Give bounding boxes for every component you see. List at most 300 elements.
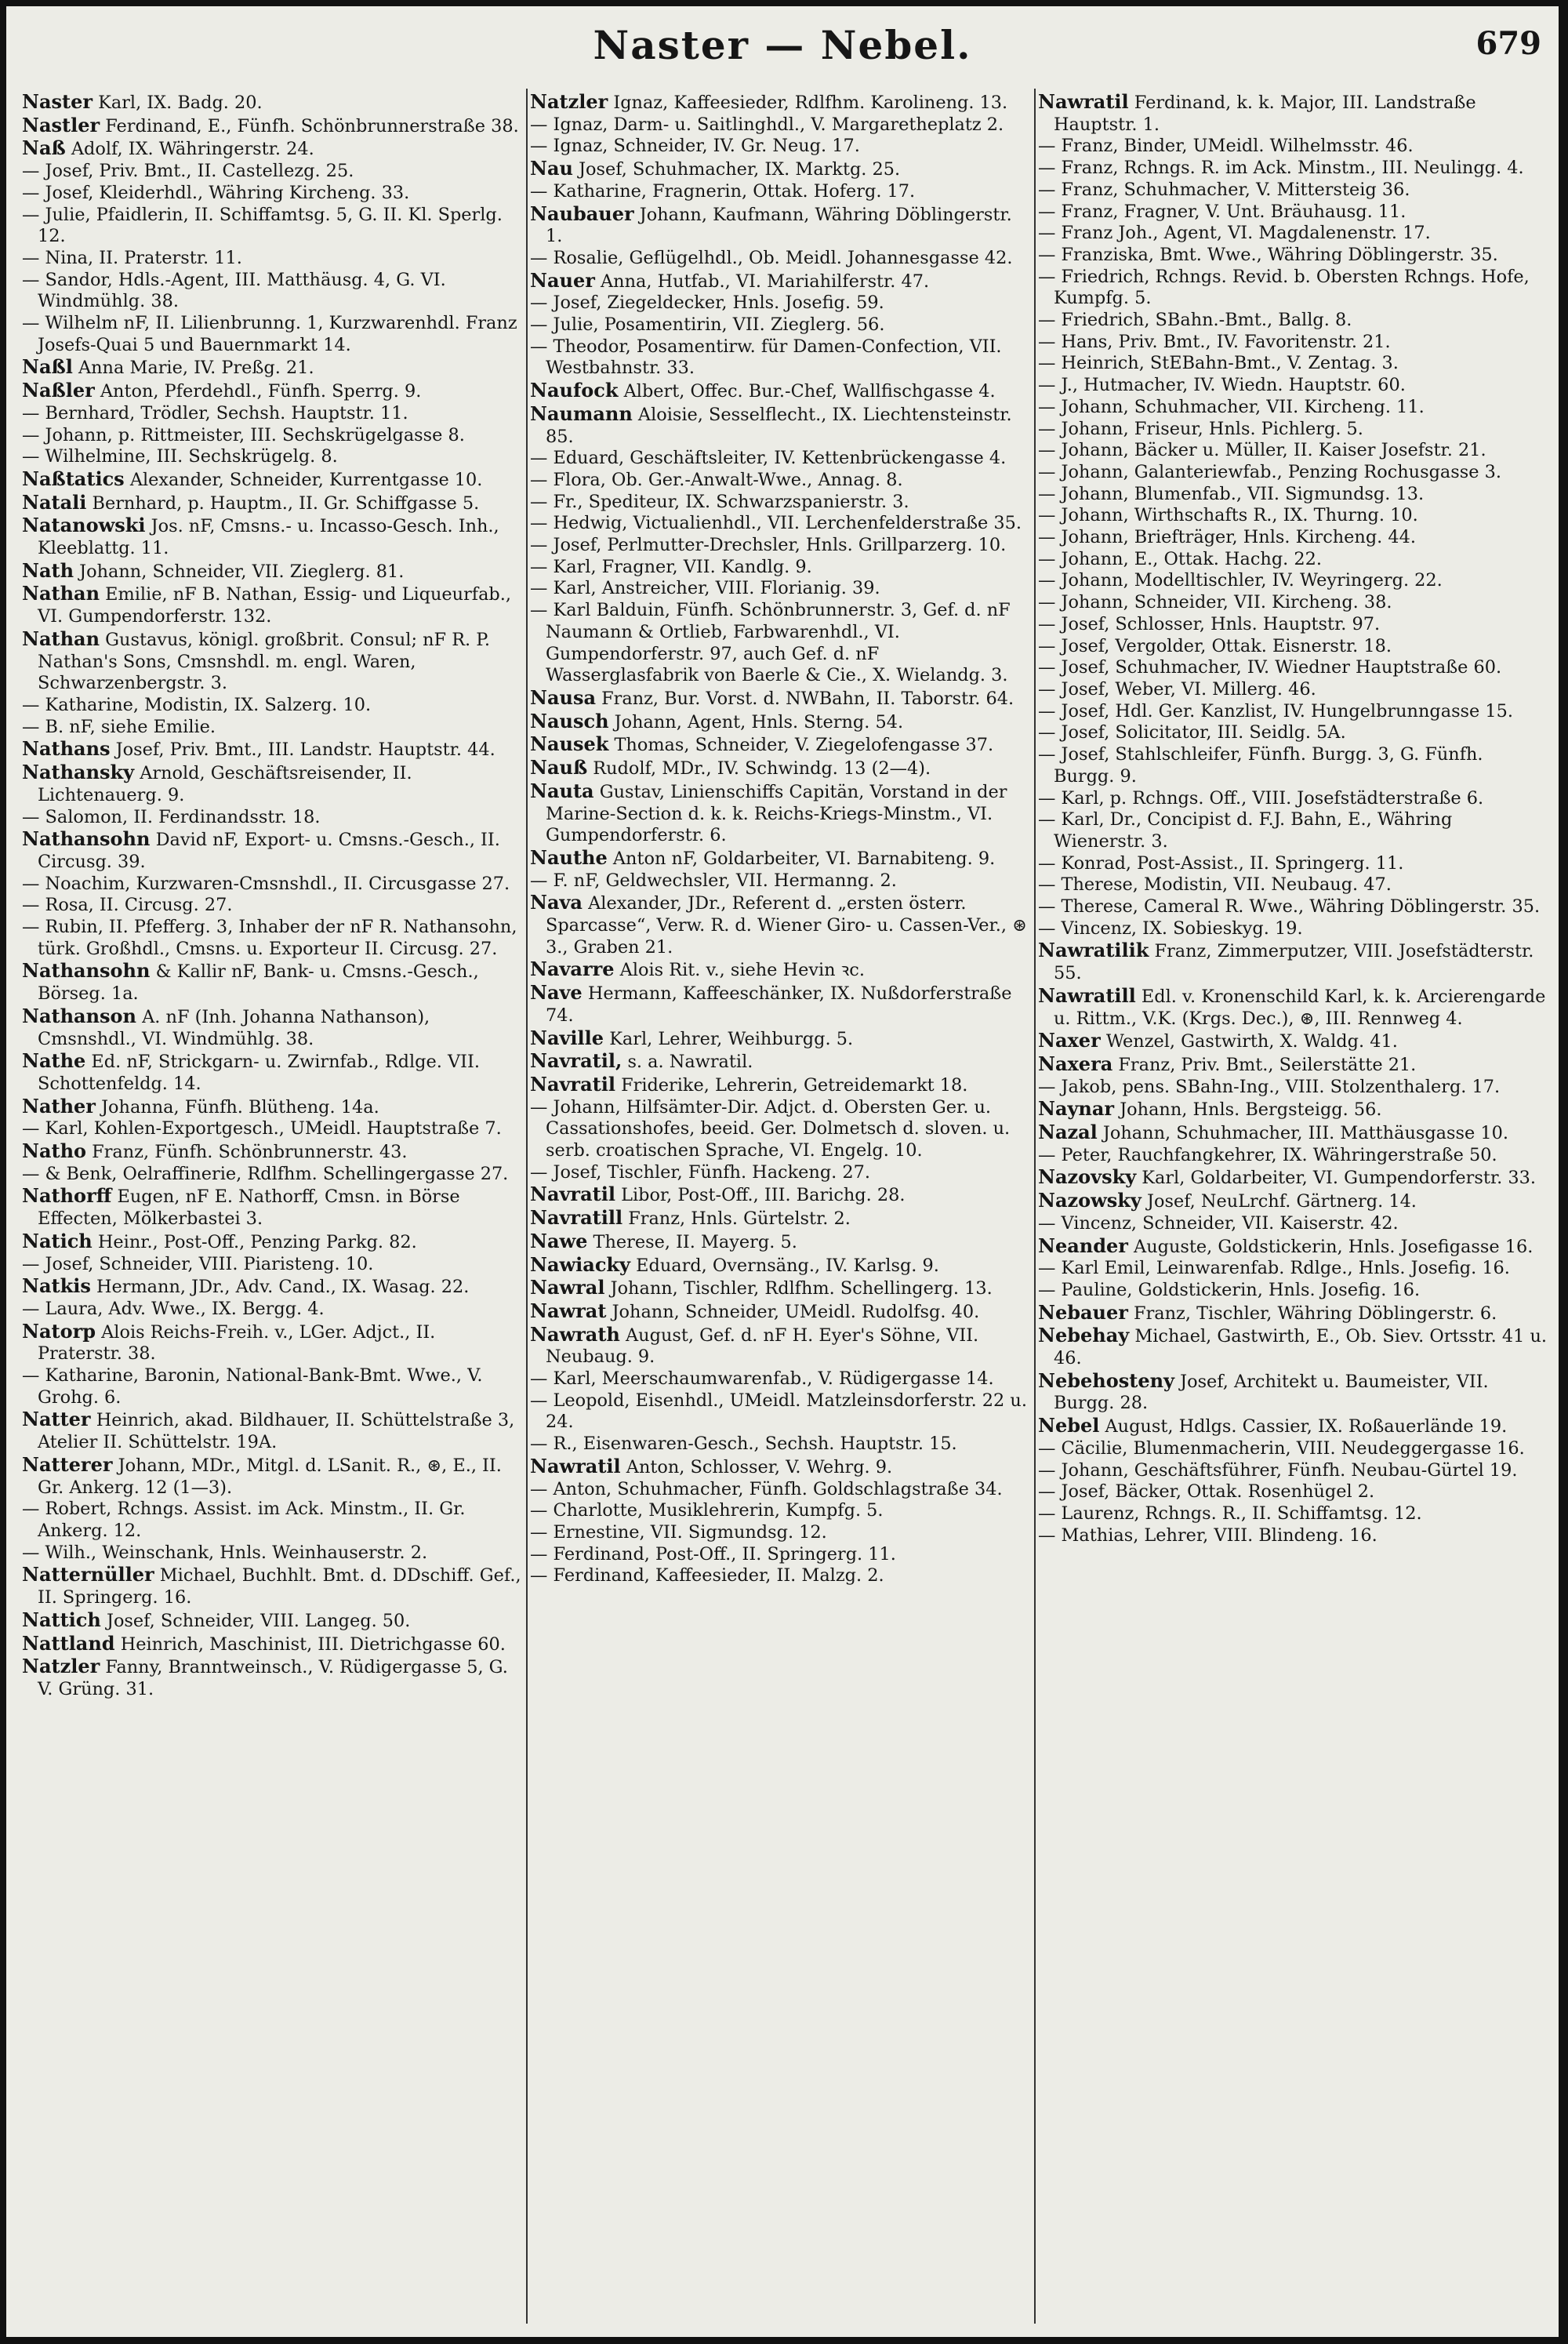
directory-entry — [22, 695, 524, 717]
entry-details: — Josef, Kleiderhdl., Währing Kircheng. 33. — [22, 182, 410, 203]
entry-details: — Franz, Schuhmacher, V. Mittersteig 36. — [1038, 179, 1410, 200]
directory-entry — [1038, 527, 1548, 549]
entry-surname: Naumann — [530, 402, 633, 425]
entry-details: — Julie, Posamentirin, VII. Zieglerg. 56. — [530, 314, 885, 336]
entry-details: — Charlotte, Musiklehrerin, Kumpfg. 5. — [530, 1500, 884, 1521]
entry-surname: Nebehay — [1038, 1324, 1130, 1347]
entry-details: Libor, Post-Off., III. Barichg. 28. — [621, 1185, 906, 1206]
directory-entry — [22, 1254, 524, 1276]
entry-surname: Navratil — [530, 1072, 615, 1096]
directory-entry — [22, 1633, 524, 1656]
entry-surname: Nawe — [530, 1229, 588, 1252]
entry-details: — Sandor, Hdls.-Agent, III. Matthäusg. 4, G. VI. Windmühlg. 38. — [22, 269, 446, 312]
entry-surname: Nathan — [22, 627, 100, 650]
directory-entry — [1038, 896, 1548, 918]
directory-entry — [22, 1275, 524, 1299]
entry-details: — Franz, Rchngs. R. im Ack. Minstm., III. Neulingg. 4. — [1038, 158, 1524, 179]
directory-entry — [22, 205, 524, 248]
directory-entry — [530, 203, 1032, 248]
entry-surname: Nawrat — [530, 1299, 607, 1322]
directory-entry — [530, 1097, 1032, 1162]
entry-details: Hermann, JDr., Adv. Cand., IX. Wasag. 22. — [96, 1277, 470, 1298]
entry-details: Auguste, Goldstickerin, Hnls. Josefigasse 16. — [1134, 1236, 1534, 1257]
entry-details: Heinrich, Maschinist, III. Dietrichgasse 60. — [120, 1634, 506, 1655]
directory-entry — [1038, 1235, 1548, 1259]
entry-surname: Nausch — [530, 709, 609, 732]
directory-entry — [22, 91, 524, 114]
entry-details: — Josef, Ziegeldecker, Hnls. Josefig. 59. — [530, 293, 884, 314]
entry-details: Fanny, Branntweinsch., V. Rüdigergasse 5, G. V. Grüng. 31. — [38, 1657, 508, 1699]
directory-entry — [22, 1655, 524, 1700]
entry-surname: Nau — [530, 157, 573, 180]
directory-entry — [1038, 918, 1548, 940]
directory-entry — [530, 958, 1032, 982]
entry-surname: Naßl — [22, 355, 73, 379]
directory-entry — [1038, 722, 1548, 744]
entry-details: Adolf, IX. Währingerstr. 24. — [71, 139, 314, 160]
entry-surname: Naßler — [22, 379, 95, 402]
entry-surname: Navratill — [530, 1206, 623, 1230]
directory-entry — [1038, 1325, 1548, 1369]
entry-surname: Nauer — [530, 268, 595, 292]
directory-entry — [530, 1500, 1032, 1522]
directory-entry — [22, 628, 524, 695]
directory-entry — [530, 270, 1032, 293]
directory-entry — [1038, 91, 1548, 136]
entry-details: — Katharine, Baronin, National-Bank-Bmt. Wwe., V. Grohg. 6. — [22, 1365, 483, 1408]
entry-details: Johann, Agent, Hnls. Sterng. 54. — [614, 711, 904, 732]
directory-entry — [530, 448, 1032, 470]
entry-details: Josef, NeuLrchf. Gärtnerg. 14. — [1147, 1191, 1417, 1212]
column-divider — [526, 89, 528, 2324]
entry-details: Alexander, JDr., Referent d. „ersten österr. Sparcasse“, Verw. R. d. Wiener Giro- u. Cassen-Ver., ⊛ 3., Graben 21. — [546, 893, 1027, 958]
entry-details: Franz, Fünfh. Schönbrunnerstr. 43. — [92, 1142, 408, 1163]
directory-entry — [1038, 419, 1548, 441]
directory-entry — [1038, 1145, 1548, 1167]
entry-surname: Nawratill — [1038, 983, 1136, 1007]
entry-details: Johann, Hnls. Bergsteigg. 56. — [1120, 1099, 1382, 1121]
directory-entry — [22, 1408, 524, 1453]
directory-entry — [22, 1543, 524, 1564]
directory-entry — [530, 248, 1032, 270]
entry-surname: Naufock — [530, 379, 619, 402]
entry-details: Albert, Offec. Bur.-Chef, Wallfischgasse 4. — [623, 381, 996, 402]
directory-entry — [530, 314, 1032, 336]
entry-surname: Nebel — [1038, 1414, 1100, 1437]
entry-details: — Friedrich, SBahn.-Bmt., Ballg. 8. — [1038, 310, 1352, 331]
entry-details: — Johann, Schuhmacher, VII. Kircheng. 11. — [1038, 396, 1425, 417]
page-title: Naster — Nebel. — [593, 22, 972, 68]
entry-surname: Natho — [22, 1139, 87, 1163]
entry-details: s. a. Nawratil. — [627, 1052, 753, 1073]
entry-details: — Friedrich, Rchngs. Revid. b. Obersten Rchngs. Hofe, Kumpfg. 5. — [1038, 266, 1530, 309]
directory-entry — [530, 1230, 1032, 1254]
entry-details: — Rosa, II. Circusg. 27. — [22, 895, 233, 916]
entry-details: — Karl, Fragner, VII. Kandlg. 9. — [530, 556, 812, 577]
entry-details: — Franz, Binder, UMeidl. Wilhelmsstr. 46. — [1038, 136, 1414, 157]
column-3 — [1038, 91, 1548, 1546]
entry-details: — Josef, Perlmutter-Drechsler, Hnls. Grillparzerg. 10. — [530, 535, 1007, 556]
entry-details: — Vincenz, Schneider, VII. Kaiserstr. 42. — [1038, 1212, 1399, 1234]
directory-entry — [22, 874, 524, 896]
directory-entry — [22, 717, 524, 739]
directory-entry — [530, 757, 1032, 780]
directory-entry — [22, 514, 524, 559]
entry-surname: Naubauer — [530, 202, 634, 225]
entry-details: — Johann, Galanteriewfab., Penzing Rochusgasse 3. — [1038, 461, 1501, 482]
directory-entry — [530, 1183, 1032, 1207]
directory-entry — [22, 1140, 524, 1164]
entry-surname: Natterer — [22, 1452, 113, 1476]
directory-entry — [1038, 332, 1548, 354]
directory-entry — [530, 892, 1032, 958]
entry-details: — Josef, Schuhmacher, IV. Wiedner Hauptstraße 60. — [1038, 657, 1502, 678]
entry-details: — Vincenz, IX. Sobieskyg. 19. — [1038, 918, 1303, 939]
entry-surname: Nawral — [530, 1276, 605, 1299]
directory-entry — [1038, 985, 1548, 1030]
entry-details: — Konrad, Post-Assist., II. Springerg. 11. — [1038, 852, 1404, 874]
entry-details: — Josef, Priv. Bmt., II. Castellezg. 25. — [22, 161, 354, 182]
directory-page — [6, 6, 1559, 2337]
entry-surname: Natzler — [22, 1655, 100, 1678]
entry-details: Anton, Pferdehdl., Fünfh. Sperrg. 9. — [100, 381, 422, 402]
directory-entry — [1038, 1302, 1548, 1325]
entry-details: — Johann, Hilfsämter-Dir. Adjct. d. Obersten Ger. u. Cassationshofes, beeid. Ger. Dolmetsch d. sloven. u. serb. croatischen Sprache, VI. Engelg. 10. — [530, 1096, 1011, 1161]
directory-entry — [22, 1164, 524, 1186]
entry-details: Anna Marie, IV. Preßg. 21. — [78, 358, 314, 379]
entry-details: — Josef, Schneider, VIII. Piaristeng. 10. — [22, 1253, 374, 1274]
entry-surname: Nebehosteny — [1038, 1368, 1174, 1392]
entry-details: — Hedwig, Victualienhdl., VII. Lerchenfelderstraße 35. — [530, 513, 1022, 534]
directory-entry — [22, 137, 524, 161]
entry-surname: Nathansohn — [22, 827, 151, 851]
entry-details: — Karl, Anstreicher, VIII. Florianig. 39. — [530, 578, 880, 599]
entry-details: A. nF (Inh. Johanna Nathanson), Cmsnshdl., VI. Windmühlg. 38. — [38, 1006, 430, 1049]
directory-entry — [1038, 939, 1548, 984]
entry-details: Thomas, Schneider, V. Ziegelofengasse 37. — [614, 735, 994, 756]
directory-entry — [22, 403, 524, 425]
entry-surname: Nebauer — [1038, 1300, 1128, 1324]
directory-entry — [22, 1096, 524, 1119]
entry-details: — Katharine, Fragnerin, Ottak. Hoferg. 17. — [530, 180, 916, 202]
directory-entry — [1038, 375, 1548, 397]
directory-entry — [1038, 136, 1548, 158]
directory-entry — [1038, 809, 1548, 852]
entry-details: — Wilhelmine, III. Sechskrügelg. 8. — [22, 446, 338, 467]
directory-entry — [530, 982, 1032, 1027]
directory-entry — [1038, 1030, 1548, 1053]
directory-entry — [1038, 701, 1548, 723]
directory-entry — [1038, 549, 1548, 571]
entry-surname: Navratil, — [530, 1049, 622, 1073]
entry-details: — Nina, II. Praterstr. 11. — [22, 247, 242, 268]
entry-details: Emilie, nF B. Nathan, Essig- und Liqueurfab., VI. Gumpendorferstr. 132. — [38, 584, 511, 627]
entry-details: Ignaz, Kaffeesieder, Rdlfhm. Karolineng. 13. — [613, 93, 1008, 113]
directory-entry — [22, 1499, 524, 1542]
entry-surname: Naßtatics — [22, 467, 125, 490]
directory-entry — [530, 1390, 1032, 1434]
entry-details: Ferdinand, k. k. Major, III. Landstraße Hauptstr. 1. — [1054, 93, 1476, 135]
entry-details: — Therese, Cameral R. Wwe., Währing Döblingerstr. 35. — [1038, 896, 1541, 918]
directory-entry — [530, 1479, 1032, 1501]
entry-details: Franz, Priv. Bmt., Seilerstätte 21. — [1118, 1054, 1417, 1075]
entry-details: Aloisie, Sesselflecht., IX. Liechtensteinstr. 85. — [546, 404, 1012, 447]
entry-surname: Nawiacky — [530, 1252, 631, 1276]
entry-details: — Leopold, Eisenhdl., UMeidl. Matzleinsdorferstr. 22 u. 24. — [530, 1390, 1027, 1433]
directory-entry — [22, 807, 524, 829]
directory-entry — [22, 161, 524, 183]
entry-surname: Naß — [22, 136, 66, 160]
entry-details: — Wilhelm nF, II. Lilienbrunng. 1, Kurzwarenhdl. Franz Josefs-Quai 5 und Bauernmarkt 14. — [22, 313, 517, 355]
entry-details: — Julie, Pfaidlerin, II. Schiffamtsg. 5, G. II. Kl. Sperlg. 12. — [22, 204, 503, 247]
directory-entry — [530, 1254, 1032, 1277]
directory-entry — [530, 1324, 1032, 1368]
entry-details: — Laura, Adv. Wwe., IX. Bergg. 4. — [22, 1298, 325, 1319]
entry-details: — Laurenz, Rchngs. R., II. Schiffamtsg. 12. — [1038, 1503, 1422, 1524]
directory-entry — [1038, 1280, 1548, 1302]
directory-entry — [530, 1300, 1032, 1324]
entry-details: — Johann, E., Ottak. Hachg. 22. — [1038, 548, 1323, 569]
directory-entry — [1038, 267, 1548, 310]
directory-entry — [1038, 353, 1548, 375]
directory-entry — [1038, 223, 1548, 245]
directory-entry — [1038, 1525, 1548, 1547]
entry-surname: Naynar — [1038, 1097, 1115, 1121]
entry-details: Franz, Zimmerputzer, VIII. Josefstädterstr. 55. — [1054, 941, 1534, 984]
entry-surname: Nathanson — [22, 1004, 136, 1027]
entry-surname: Nauthe — [530, 845, 608, 869]
entry-details: — Johann, Blumenfab., VII. Sigmundsg. 13. — [1038, 483, 1425, 504]
entry-details: — Josef, Vergolder, Ottak. Eisnerstr. 18. — [1038, 635, 1392, 656]
directory-entry — [1038, 1053, 1548, 1077]
entry-details: Alexander, Schneider, Kurrentgasse 10. — [129, 469, 483, 490]
directory-entry — [22, 1609, 524, 1633]
entry-surname: Nauta — [530, 779, 594, 802]
directory-entry — [1038, 1258, 1548, 1280]
entry-details: — Franz, Fragner, V. Unt. Bräuhausg. 11. — [1038, 201, 1406, 222]
entry-details: — Eduard, Geschäftsleiter, IV. Kettenbrückengasse 4. — [530, 448, 1007, 469]
entry-surname: Natzler — [530, 90, 608, 113]
entry-details: — Heinrich, StEBahn-Bmt., V. Zentag. 3. — [1038, 353, 1399, 374]
entry-details: — Katharine, Modistin, IX. Salzerg. 10. — [22, 694, 372, 715]
entry-surname: Neander — [1038, 1234, 1128, 1257]
entry-details: Anna, Hutfab., VI. Mariahilferstr. 47. — [600, 271, 930, 292]
entry-details: — Ignaz, Schneider, IV. Gr. Neug. 17. — [530, 136, 860, 157]
directory-entry — [1038, 1121, 1548, 1145]
entry-details: Rudolf, MDr., IV. Schwindg. 13 (2—4). — [593, 758, 931, 780]
directory-entry — [530, 91, 1032, 114]
entry-details: Michael, Gastwirth, E., Ob. Siev. Ortsstr. 41 u. 46. — [1054, 1326, 1548, 1369]
entry-details: — Franz Joh., Agent, VI. Magdalenenstr. 17. — [1038, 223, 1431, 244]
directory-entry — [22, 1050, 524, 1095]
directory-entry — [22, 1299, 524, 1321]
directory-entry — [22, 380, 524, 403]
directory-entry — [1038, 657, 1548, 679]
entry-details: — Josef, Stahlschleifer, Fünfh. Burgg. 3, G. Fünfh. Burgg. 9. — [1038, 744, 1483, 787]
entry-details: — Johann, Bäcker u. Müller, II. Kaiser Josefstr. 21. — [1038, 440, 1486, 461]
entry-details: Karl, Lehrer, Weihburgg. 5. — [609, 1028, 854, 1049]
entry-details: Ferdinand, E., Fünfh. Schönbrunnerstraße 38. — [105, 115, 519, 136]
entry-details: — Pauline, Goldstickerin, Hnls. Josefig. 16. — [1038, 1279, 1421, 1300]
directory-entry — [530, 1544, 1032, 1566]
entry-details: — Johann, Modelltischler, IV. Weyringerg. 22. — [1038, 570, 1443, 591]
directory-entry — [1038, 874, 1548, 896]
entry-details: David nF, Export- u. Cmsns.-Gesch., II. Circusg. 39. — [38, 830, 500, 872]
entry-details: — Rubin, II. Pfefferg. 3, Inhaber der nF R. Nathansohn, türk. Großhdl., Cmsns. u. Exporteur II. Circusg. 27. — [22, 917, 517, 959]
directory-entry — [530, 403, 1032, 448]
entry-details: Josef, Priv. Bmt., III. Landstr. Hauptstr. 44. — [115, 740, 495, 761]
entry-details: — Cäcilie, Blumenmacherin, VIII. Neudeggergasse 16. — [1038, 1437, 1525, 1459]
entry-surname: Nathan — [22, 582, 100, 605]
directory-entry — [22, 1005, 524, 1050]
entry-details: Johanna, Fünfh. Blütheng. 14a. — [101, 1096, 379, 1117]
directory-entry — [22, 917, 524, 960]
directory-entry — [530, 733, 1032, 757]
entry-surname: Natanowski — [22, 514, 146, 537]
directory-entry — [530, 1074, 1032, 1097]
directory-entry — [22, 270, 524, 313]
entry-details: — Wilh., Weinschank, Hnls. Weinhauserstr. 2. — [22, 1542, 428, 1563]
entry-details: Alois Reichs-Freih. v., LGer. Adjct., II. Praterstr. 38. — [38, 1321, 436, 1365]
entry-surname: Naxer — [1038, 1029, 1101, 1052]
directory-entry — [530, 1368, 1032, 1390]
entry-details: & Kallir nF, Bank- u. Cmsns.-Gesch., Börseg. 1a. — [38, 961, 479, 1005]
directory-entry — [530, 847, 1032, 870]
entry-details: — Franziska, Bmt. Wwe., Währing Döblingerstr. 35. — [1038, 244, 1498, 265]
directory-entry — [530, 1207, 1032, 1230]
directory-entry — [22, 183, 524, 205]
entry-surname: Nawratilik — [1038, 939, 1149, 962]
entry-surname: Natorp — [22, 1319, 96, 1343]
directory-entry — [1038, 245, 1548, 267]
directory-entry — [22, 425, 524, 447]
entry-details: Heinrich, akad. Bildhauer, II. Schüttelstraße 3, Atelier II. Schüttelstr. 19A. — [38, 1410, 515, 1453]
entry-surname: Nave — [530, 981, 583, 1005]
directory-entry — [22, 895, 524, 917]
entry-surname: Nawrath — [530, 1322, 620, 1346]
directory-entry — [530, 1162, 1032, 1184]
entry-surname: Natich — [22, 1229, 93, 1252]
directory-entry — [22, 446, 524, 468]
entry-details: Therese, II. Mayerg. 5. — [593, 1231, 797, 1252]
directory-entry — [22, 828, 524, 873]
entry-details: Gustavus, königl. großbrit. Consul; nF R. P. Nathan's Sons, Cmsnshdl. m. engl. Waren, Schwarzenbergstr. 3. — [38, 629, 490, 694]
directory-entry — [530, 578, 1032, 600]
entry-details: Anton nF, Goldarbeiter, VI. Barnabiteng. 9. — [612, 848, 996, 869]
directory-entry — [1038, 1190, 1548, 1213]
entry-details: — Ignaz, Darm- u. Saitlinghdl., V. Margaretheplatz 2. — [530, 114, 1004, 135]
directory-entry — [530, 293, 1032, 314]
directory-entry — [22, 313, 524, 356]
entry-details: Edl. v. Kronenschild Karl, k. k. Arcierengarde u. Rittm., V.K. (Krgs. Dec.), ⊛, III. Rennweg 4. — [1054, 986, 1546, 1029]
directory-entry — [1038, 1415, 1548, 1438]
directory-entry — [1038, 788, 1548, 810]
directory-entry — [530, 687, 1032, 710]
directory-entry — [22, 1365, 524, 1408]
entry-details: Johann, Schuhmacher, III. Matthäusgasse 10. — [1102, 1123, 1508, 1144]
directory-entry — [22, 1185, 524, 1230]
entry-surname: Naxera — [1038, 1052, 1113, 1075]
directory-entry — [22, 583, 524, 627]
directory-entry — [22, 114, 524, 138]
entry-details: — Karl, Kohlen-Exportgesch., UMeidl. Hauptstraße 7. — [22, 1118, 502, 1139]
entry-details: — Karl, p. Rchngs. Off., VIII. Josefstädterstraße 6. — [1038, 787, 1484, 809]
entry-details: — Noachim, Kurzwaren-Cmsnshdl., II. Circusgasse 27. — [22, 873, 510, 894]
entry-surname: Nathe — [22, 1049, 86, 1073]
directory-entry — [22, 1118, 524, 1140]
directory-entry — [530, 114, 1032, 136]
entry-surname: Nathansohn — [22, 959, 151, 983]
directory-entry — [530, 1027, 1032, 1051]
entry-details: Wenzel, Gastwirth, X. Waldg. 41. — [1105, 1031, 1398, 1052]
entry-surname: Nausek — [530, 732, 609, 756]
directory-entry — [1038, 853, 1548, 875]
directory-entry — [1038, 1460, 1548, 1482]
entry-surname: Nathorff — [22, 1184, 112, 1208]
column-divider — [1034, 89, 1036, 2324]
directory-entry — [1038, 1098, 1548, 1121]
page-number: 679 — [1475, 25, 1541, 62]
directory-entry — [1038, 679, 1548, 701]
entry-details: — Therese, Modistin, VII. Neubaug. 47. — [1038, 874, 1392, 896]
entry-details: — Fr., Spediteur, IX. Schwarzspanierstr. 3. — [530, 491, 909, 512]
directory-entry — [530, 1277, 1032, 1300]
entry-surname: Nastler — [22, 113, 100, 136]
directory-entry — [530, 158, 1032, 181]
directory-entry — [22, 1230, 524, 1254]
directory-entry — [1038, 1077, 1548, 1099]
directory-entry — [1038, 397, 1548, 419]
entry-details: Franz, Hnls. Gürtelstr. 2. — [628, 1208, 851, 1230]
entry-details: Karl, IX. Badg. 20. — [98, 93, 263, 113]
directory-entry — [1038, 1166, 1548, 1190]
entry-details: — Peter, Rauchfangkehrer, IX. Währingerstraße 50. — [1038, 1144, 1497, 1165]
entry-surname: Nattich — [22, 1608, 101, 1631]
entry-details: Friderike, Lehrerin, Getreidemarkt 18. — [621, 1074, 968, 1096]
entry-surname: Naster — [22, 90, 93, 113]
directory-entry — [530, 600, 1032, 687]
entry-details: Franz, Bur. Vorst. d. NWBahn, II. Taborstr. 64. — [601, 688, 1014, 709]
entry-details: Michael, Buchhlt. Bmt. d. DDschiff. Gef., II. Springerg. 16. — [38, 1565, 521, 1608]
directory-entry — [530, 336, 1032, 380]
directory-entry — [530, 1522, 1032, 1544]
directory-entry — [1038, 592, 1548, 614]
entry-details: — Ferdinand, Post-Off., II. Springerg. 11. — [530, 1543, 896, 1564]
entry-details: August, Hdlgs. Cassier, IX. Roßauerlände 19. — [1105, 1416, 1508, 1437]
entry-details: — Robert, Rchngs. Assist. im Ack. Minstm., II. Gr. Ankerg. 12. — [22, 1499, 466, 1541]
entry-surname: Natali — [22, 490, 87, 514]
directory-entry — [22, 468, 524, 492]
directory-entry — [1038, 614, 1548, 636]
entry-surname: Nazal — [1038, 1121, 1098, 1144]
entry-details: Karl, Goldarbeiter, VI. Gumpendorferstr. 33. — [1142, 1168, 1536, 1189]
directory-entry — [1038, 570, 1548, 592]
entry-details: Hermann, Kaffeeschänker, IX. Nußdorferstraße 74. — [546, 983, 1012, 1026]
entry-details: — & Benk, Oelraffinerie, Rdlfhm. Schellingergasse 27. — [22, 1163, 509, 1184]
entry-surname: Natternüller — [22, 1563, 154, 1586]
directory-entry — [1038, 1503, 1548, 1525]
entry-details: Johann, Schneider, UMeidl. Rudolfsg. 40. — [612, 1301, 980, 1322]
entry-details: Gustav, Linienschiffs Capitän, Vorstand in der Marine-Section d. k. k. Reichs-Kriegs-Minstm., VI. Gumpendorferstr. 6. — [546, 781, 1007, 846]
directory-entry — [530, 710, 1032, 734]
directory-entry — [530, 1455, 1032, 1479]
entry-surname: Navratil — [530, 1183, 615, 1206]
entry-surname: Nathans — [22, 737, 111, 761]
entry-details: — Johann, Geschäftsführer, Fünfh. Neubau-Gürtel 19. — [1038, 1459, 1518, 1481]
directory-entry — [1038, 440, 1548, 462]
column-2 — [530, 91, 1032, 1587]
entry-surname: Natter — [22, 1408, 91, 1431]
